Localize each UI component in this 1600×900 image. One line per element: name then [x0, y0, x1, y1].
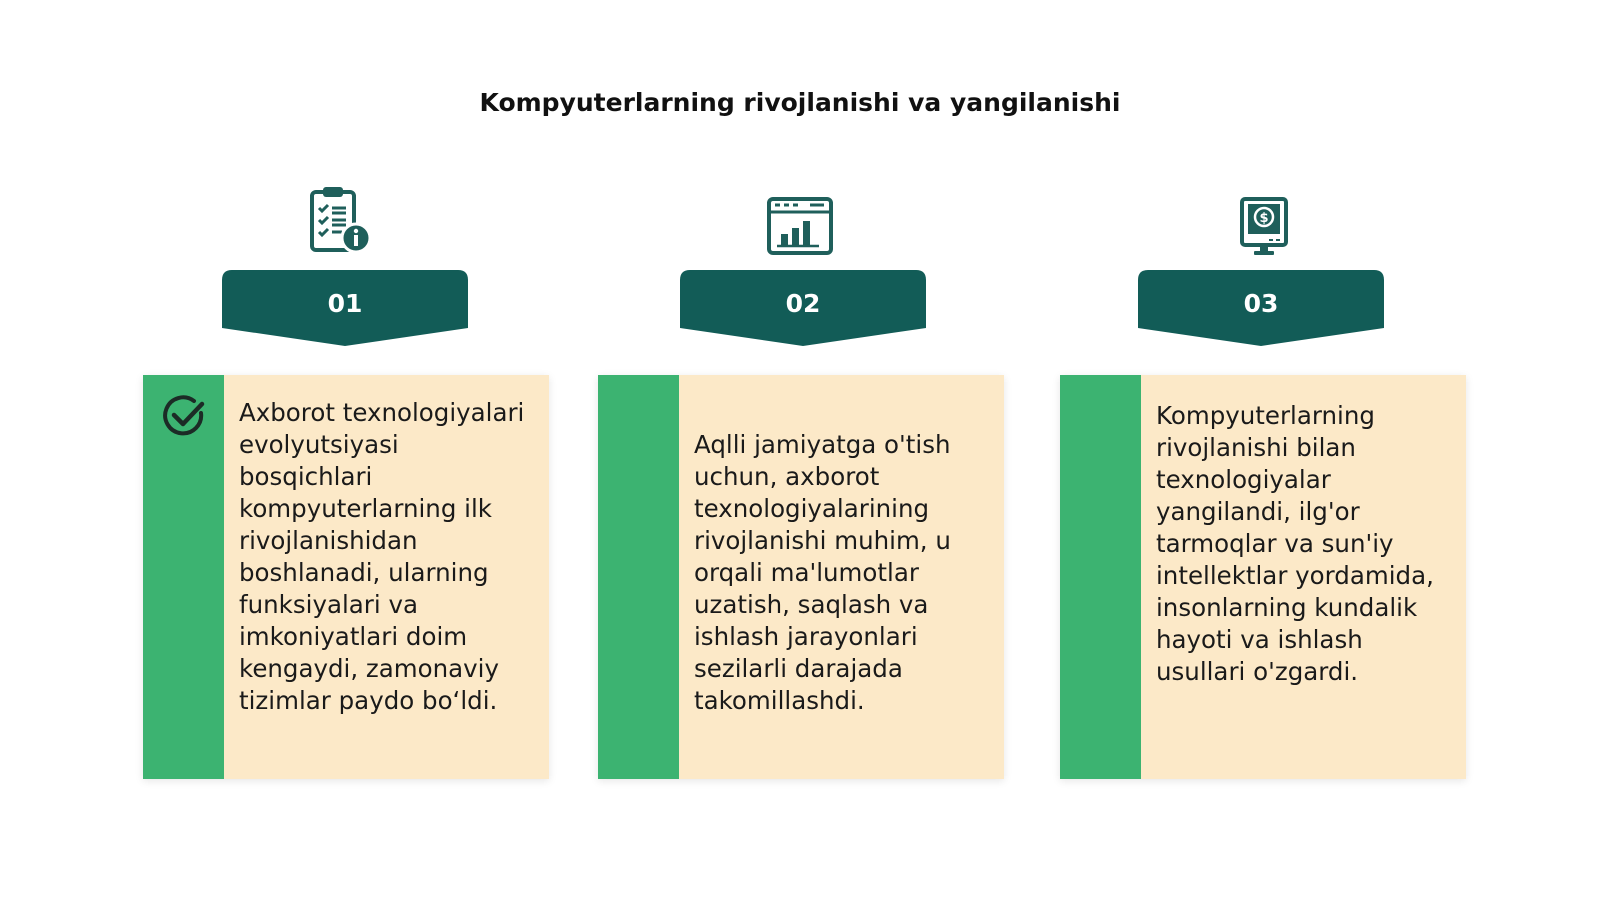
step-description: Aqlli jamiyatga o'tish uchun, axborot texnologiyalarining rivojlanishi muhim, u orqali ma'lumotlar uzatish, saqlash va ishlash jarayonlari sezilarli darajada takomillashdi.: [694, 430, 951, 715]
check-circle-icon: [161, 393, 207, 439]
card-accent-stripe: [1060, 375, 1141, 779]
card-body: [1141, 375, 1466, 779]
step-number: 01: [327, 289, 363, 318]
step-badge-03: [1138, 270, 1384, 346]
step-description: Kompyuterlarning rivojlanishi bilan texnologiyalar yangilandi, ilg'or tarmoqlar va sun'iy intellektlar yordamida, insonlarning kundalik hayoti va ishlash usullari o'zgardi.: [1156, 401, 1434, 686]
card-accent-stripe: [598, 375, 679, 779]
step-card-02: [598, 375, 1004, 779]
card-body: [679, 375, 1004, 779]
step-badge-02: [680, 270, 926, 346]
svg-text:$: $: [1259, 211, 1269, 226]
page-title: Kompyuterlarning rivojlanishi va yangilanishi: [479, 88, 1121, 117]
step-card-03: [1060, 375, 1466, 779]
step-number: 03: [1243, 289, 1279, 318]
step-card-01: [143, 375, 549, 779]
clipboard-checklist-info-icon: [308, 186, 378, 256]
step-number: 02: [785, 289, 821, 318]
monitor-dollar-icon: [1236, 196, 1306, 266]
step-badge-01: [222, 270, 468, 346]
card-accent-stripe: [143, 375, 224, 779]
browser-bar-chart-icon: [766, 196, 836, 266]
step-description: Axborot texnologiyalari evolyutsiyasi bosqichlari kompyuterlarning ilk rivojlanishidan boshlanadi, ularning funksiyalari va imkoniyatlari doim kengaydi, zamonaviy tizimlar paydo bo‘ldi.: [239, 398, 525, 715]
card-body: [224, 375, 549, 779]
